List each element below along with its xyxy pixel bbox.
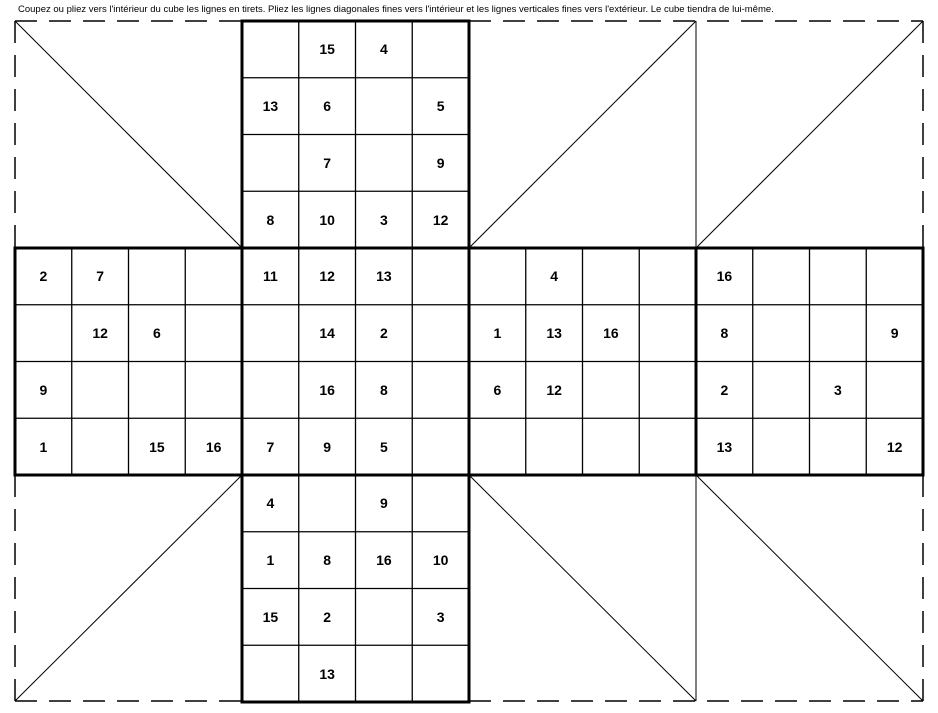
- face-front-cell: 8: [379, 381, 388, 398]
- face-top-cell: [242, 21, 299, 78]
- face-front-cell: 5: [379, 438, 388, 455]
- face-left-cell: [185, 248, 242, 305]
- face-right-cell: 6: [493, 381, 502, 398]
- face-top-cell: 13: [262, 98, 279, 115]
- face-bottom-cell: [299, 475, 356, 532]
- face-right-cell: [583, 362, 640, 419]
- face-left-cell: [72, 418, 129, 475]
- face-left-cell: [72, 362, 129, 419]
- face-left-cell: 1: [39, 438, 48, 455]
- face-top-cell: [356, 78, 413, 135]
- face-bottom-cell: 8: [323, 552, 332, 569]
- face-back-cell: [866, 248, 923, 305]
- face-top-cell: 10: [319, 211, 335, 228]
- face-front-cell: [412, 248, 469, 305]
- face-left-cell: 12: [92, 325, 108, 342]
- face-bottom-cell: [412, 645, 469, 702]
- face-back-cell: [753, 305, 810, 362]
- face-top-cell: [242, 135, 299, 192]
- face-bottom-cell: 3: [436, 608, 445, 625]
- face-left-cell: [185, 362, 242, 419]
- face-top-cell: 4: [379, 41, 388, 58]
- face-left-cell: 2: [39, 268, 48, 285]
- face-back-cell: [810, 305, 867, 362]
- diagonal-fold-line: [696, 475, 923, 701]
- face-top-cell: 6: [323, 98, 332, 115]
- face-front-cell: 13: [376, 268, 392, 285]
- diagonal-fold-line: [696, 21, 923, 248]
- face-front-cell: [242, 305, 299, 362]
- face-top-cell: 5: [436, 98, 445, 115]
- face-bottom-cell: 10: [432, 552, 449, 569]
- face-back-cell: 16: [716, 268, 733, 285]
- face-right-cell: 13: [546, 325, 562, 342]
- face-left-cell: 15: [149, 438, 165, 455]
- face-front-cell: 9: [323, 438, 332, 455]
- face-bottom-cell: [242, 645, 299, 702]
- face-left-cell: 6: [152, 325, 161, 342]
- face-top-cell: [356, 135, 413, 192]
- face-front-cell: 14: [319, 325, 335, 342]
- face-right-cell: 16: [603, 325, 619, 342]
- instruction-text: Coupez ou pliez vers l'intérieur du cube les lignes en tirets. Pliez les lignes diagonales fines vers l'intérieur et les lignes verticales fines vers l'extérieur. Le cube tiendra de lui-même.: [18, 4, 774, 15]
- face-front-cell: 11: [262, 268, 278, 285]
- face-right-cell: 1: [493, 325, 502, 342]
- face-right-cell: [639, 305, 696, 362]
- face-back-cell: [810, 248, 867, 305]
- face-front-cell: [412, 418, 469, 475]
- face-back-cell: [753, 362, 810, 419]
- face-top-cell: 12: [432, 211, 449, 228]
- face-left-cell: [185, 305, 242, 362]
- face-right-cell: [469, 418, 526, 475]
- face-left-cell: 9: [39, 381, 48, 398]
- face-left-cell: [129, 362, 186, 419]
- face-bottom-cell: 16: [376, 552, 392, 569]
- face-top-cell: 8: [266, 211, 275, 228]
- face-bottom-cell: 1: [266, 552, 275, 569]
- face-bottom-cell: 15: [262, 608, 279, 625]
- face-back-cell: 12: [886, 438, 903, 455]
- face-left-cell: 16: [205, 438, 222, 455]
- face-back-cell: 2: [720, 381, 729, 398]
- face-right-cell: [639, 418, 696, 475]
- face-top-cell: 3: [379, 211, 388, 228]
- face-top-cell: 7: [323, 154, 332, 171]
- face-front-cell: 12: [319, 268, 335, 285]
- face-back-cell: 9: [890, 325, 899, 342]
- face-right-cell: 4: [550, 268, 559, 285]
- face-front-cell: 7: [266, 438, 275, 455]
- face-top-cell: 9: [436, 154, 445, 171]
- face-right-cell: [639, 362, 696, 419]
- face-right-cell: [639, 248, 696, 305]
- face-left-cell: [129, 248, 186, 305]
- diagonal-fold-line: [469, 21, 696, 248]
- face-back-cell: [810, 418, 867, 475]
- face-back-cell: 3: [833, 381, 842, 398]
- face-right-cell: 12: [546, 381, 562, 398]
- face-top-cell: [412, 21, 469, 78]
- face-bottom-cell: 4: [266, 495, 275, 512]
- face-front-cell: 16: [319, 381, 335, 398]
- face-bottom-cell: 13: [319, 665, 335, 682]
- face-right-cell: [583, 418, 640, 475]
- face-back-cell: [753, 248, 810, 305]
- face-bottom-cell: [356, 589, 413, 646]
- face-left-cell: [15, 305, 72, 362]
- face-bottom-cell: 2: [323, 608, 332, 625]
- face-back-cell: [753, 418, 810, 475]
- face-back-cell: 8: [720, 325, 729, 342]
- face-top-cell: 15: [319, 41, 335, 58]
- face-back-cell: [866, 362, 923, 419]
- face-front-cell: [412, 305, 469, 362]
- diagonal-fold-line: [15, 21, 242, 248]
- face-front-cell: [412, 362, 469, 419]
- face-front-cell: [242, 362, 299, 419]
- face-left-cell: 7: [96, 268, 105, 285]
- face-bottom-cell: [356, 645, 413, 702]
- face-right-cell: [526, 418, 583, 475]
- face-right-cell: [469, 248, 526, 305]
- diagonal-fold-line: [15, 475, 242, 701]
- face-bottom-cell: [412, 475, 469, 532]
- face-bottom-cell: 9: [379, 495, 388, 512]
- face-back-cell: 13: [716, 438, 733, 455]
- diagonal-fold-line: [469, 475, 696, 701]
- face-right-cell: [583, 248, 640, 305]
- face-front-cell: 2: [379, 325, 388, 342]
